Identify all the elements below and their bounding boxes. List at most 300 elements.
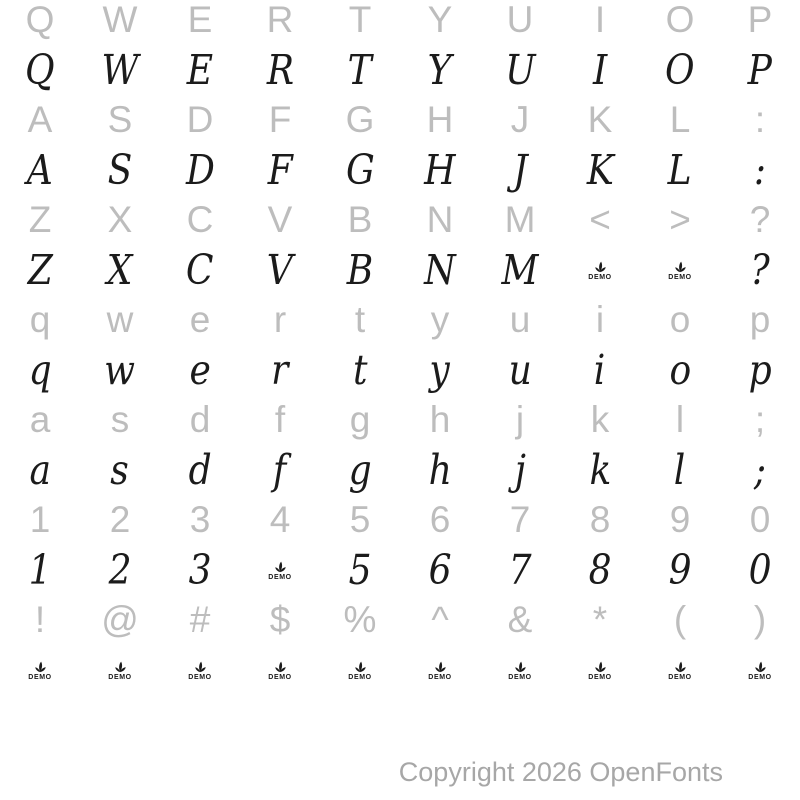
reference-glyph-cell [320,595,400,645]
demo-glyph-label: DEMO [668,674,692,681]
reference-glyph-cell [160,195,240,245]
glyph: 1 [29,499,51,540]
glyph: S [107,99,133,140]
glyph: ) [753,599,767,640]
reference-glyph-cell [0,95,80,145]
specimen-glyph-cell [720,45,800,95]
specimen-glyph-cell [160,245,240,295]
glyph: p [749,299,771,340]
glyph: a [29,446,51,494]
glyph: ! [34,599,46,640]
glyph: r [273,299,287,340]
specimen-glyph-cell [80,545,160,595]
reference-glyph-cell [80,195,160,245]
demo-glyph [588,659,611,681]
glyph: s [110,446,130,494]
glyph: L [669,99,691,140]
reference-glyph-cell [320,395,400,445]
specimen-glyph-cell [240,445,320,495]
specimen-glyph-cell [640,345,720,395]
fleuron-ornament-icon [29,659,51,673]
specimen-glyph-cell [640,445,720,495]
demo-placeholder-glyph [720,645,800,695]
specimen-glyph-cell [480,545,560,595]
reference-glyph-cell [0,195,80,245]
reference-glyph-row [0,195,800,245]
reference-glyph-cell [720,95,800,145]
glyph: V [266,246,294,294]
glyph: E [186,46,214,94]
glyph: Z [28,199,52,240]
glyph: 8 [589,499,611,540]
glyph: O [665,0,695,40]
specimen-glyph-cell [320,345,400,395]
glyph: 5 [349,499,371,540]
demo-placeholder-glyph [480,645,560,695]
fleuron-ornament-icon [269,559,291,573]
specimen-glyph-cell [720,245,800,295]
specimen-glyph-cell [320,245,400,295]
glyph: q [28,346,52,394]
glyph: u [509,299,531,340]
demo-glyph [268,659,291,681]
demo-placeholder-glyph [0,645,80,695]
glyph: Z [27,246,53,294]
glyph: 8 [588,546,612,594]
glyph: e [189,299,211,340]
reference-glyph-cell [560,95,640,145]
reference-glyph-cell [400,0,480,45]
glyph: l [675,399,685,440]
reference-glyph-cell [720,195,800,245]
demo-glyph [508,659,531,681]
reference-glyph-cell [480,0,560,45]
glyph: 6 [429,499,451,540]
reference-glyph-cell [240,495,320,545]
reference-glyph-cell [80,295,160,345]
reference-glyph-cell [240,0,320,45]
glyph: # [189,599,211,640]
specimen-glyph-cell [160,345,240,395]
specimen-glyph-row [0,345,800,395]
specimen-glyph-cell [400,145,480,195]
demo-placeholder-glyph [560,645,640,695]
glyph: u [508,346,532,394]
demo-glyph [108,659,131,681]
glyph: N [426,199,454,240]
glyph: j [515,399,525,440]
glyph: : [753,146,767,194]
glyph: B [347,199,373,240]
demo-placeholder-glyph [640,245,720,295]
specimen-glyph-cell [160,45,240,95]
glyph: W [101,46,139,94]
glyph: t [352,346,368,394]
glyph: % [343,599,377,640]
specimen-glyph-cell [80,445,160,495]
reference-glyph-cell [320,195,400,245]
specimen-glyph-cell [400,445,480,495]
glyph: ; [753,446,767,494]
glyph: 9 [668,546,692,594]
reference-glyph-cell [160,0,240,45]
demo-glyph-label: DEMO [28,674,52,681]
reference-glyph-row [0,495,800,545]
reference-glyph-cell [640,495,720,545]
reference-glyph-cell [400,595,480,645]
glyph: Q [25,0,55,40]
fleuron-ornament-icon [509,659,531,673]
specimen-glyph-cell [0,45,80,95]
reference-glyph-cell [400,495,480,545]
specimen-glyph-cell [0,445,80,495]
glyph: X [107,199,133,240]
fleuron-ornament-icon [589,259,611,273]
reference-glyph-cell [480,195,560,245]
fleuron-ornament-icon [749,659,771,673]
reference-glyph-cell [0,495,80,545]
reference-glyph-cell [160,295,240,345]
specimen-glyph-cell [80,245,160,295]
glyph: P [747,46,773,94]
reference-glyph-row [0,95,800,145]
reference-glyph-cell [560,395,640,445]
specimen-glyph-cell [400,245,480,295]
glyph: o [669,346,691,394]
glyph: h [429,399,451,440]
reference-glyph-cell [240,395,320,445]
glyph: J [512,146,528,194]
reference-glyph-cell [160,95,240,145]
demo-placeholder-glyph [160,645,240,695]
glyph: t [354,299,366,340]
reference-glyph-cell [240,295,320,345]
glyph: i [595,299,605,340]
glyph: 2 [109,499,131,540]
glyph: g [349,399,371,440]
reference-glyph-cell [720,395,800,445]
demo-glyph [348,659,371,681]
reference-glyph-cell [160,595,240,645]
specimen-glyph-row [0,145,800,195]
specimen-glyph-cell [640,145,720,195]
glyph: s [110,399,130,440]
reference-glyph-cell [480,95,560,145]
glyph: e [189,346,211,394]
specimen-glyph-cell [240,345,320,395]
reference-glyph-cell [80,495,160,545]
reference-glyph-cell [720,595,800,645]
specimen-glyph-cell [240,45,320,95]
demo-glyph-label: DEMO [508,674,532,681]
demo-placeholder-glyph [320,645,400,695]
glyph: D [186,99,214,140]
reference-glyph-cell [80,0,160,45]
glyph: 4 [269,499,291,540]
demo-placeholder-glyph [400,645,480,695]
demo-glyph-label: DEMO [588,674,612,681]
reference-glyph-cell [640,0,720,45]
specimen-glyph-cell [400,545,480,595]
glyph: U [504,46,536,94]
demo-placeholder-glyph [80,645,160,695]
demo-glyph-label: DEMO [348,674,372,681]
glyph: ^ [431,599,449,640]
reference-glyph-cell [560,495,640,545]
demo-glyph-label: DEMO [108,674,132,681]
specimen-glyph-cell [480,345,560,395]
glyph: & [507,599,533,640]
reference-glyph-cell [720,0,800,45]
reference-glyph-row [0,0,800,45]
specimen-glyph-cell [480,45,560,95]
reference-glyph-cell [0,295,80,345]
reference-glyph-cell [400,395,480,445]
specimen-glyph-cell [560,445,640,495]
glyph: a [29,399,51,440]
fleuron-ornament-icon [429,659,451,673]
glyph: I [592,46,608,94]
reference-glyph-cell [640,595,720,645]
glyph: K [586,146,614,194]
glyph: p [748,346,772,394]
glyph: @ [101,599,139,640]
glyph: N [424,246,456,294]
glyph: : [754,99,766,140]
specimen-glyph-cell [400,345,480,395]
specimen-glyph-cell [480,145,560,195]
demo-glyph-label: DEMO [268,674,292,681]
glyph: L [668,146,692,194]
glyph: i [594,346,606,394]
glyph: 7 [509,499,531,540]
glyph: G [345,146,375,194]
specimen-glyph-row [0,445,800,495]
specimen-glyph-cell [640,545,720,595]
specimen-glyph-cell [160,145,240,195]
reference-glyph-cell [720,295,800,345]
glyph: X [107,246,133,294]
specimen-glyph-cell [160,545,240,595]
glyph: V [267,199,293,240]
glyph: C [186,246,214,294]
glyph: 1 [28,546,52,594]
glyph: 0 [749,499,771,540]
glyph: T [348,0,372,40]
reference-glyph-cell [80,595,160,645]
fleuron-ornament-icon [269,659,291,673]
glyph: J [510,99,530,140]
reference-glyph-cell [400,95,480,145]
reference-glyph-cell [640,195,720,245]
reference-glyph-cell [80,95,160,145]
glyph: R [266,46,294,94]
demo-glyph [428,659,451,681]
glyph: 6 [428,546,452,594]
reference-glyph-cell [480,295,560,345]
specimen-glyph-cell [400,45,480,95]
glyph: G [345,99,375,140]
reference-glyph-cell [80,395,160,445]
glyph: y [429,346,451,394]
reference-glyph-cell [560,0,640,45]
specimen-glyph-cell [720,345,800,395]
specimen-glyph-cell [80,45,160,95]
specimen-glyph-cell [240,245,320,295]
glyph: T [347,46,373,94]
specimen-glyph-cell [560,45,640,95]
demo-placeholder-glyph [240,645,320,695]
specimen-glyph-cell [0,145,80,195]
specimen-glyph-cell [640,45,720,95]
reference-glyph-cell [640,395,720,445]
glyph: y [430,299,450,340]
reference-glyph-row [0,295,800,345]
glyph: A [27,99,53,140]
reference-glyph-cell [480,595,560,645]
glyph: I [594,0,606,40]
reference-glyph-cell [720,495,800,545]
demo-glyph [668,259,691,281]
reference-glyph-cell [400,195,480,245]
glyph: R [266,0,294,40]
reference-glyph-cell [560,295,640,345]
glyph: F [267,146,293,194]
glyph: r [271,346,289,394]
specimen-glyph-cell [320,145,400,195]
glyph: A [26,146,54,194]
specimen-glyph-row [0,245,800,295]
reference-glyph-cell [640,95,720,145]
fleuron-ornament-icon [189,659,211,673]
glyph: F [268,99,292,140]
glyph: w [106,299,134,340]
glyph: M [504,199,536,240]
glyph: 3 [188,546,212,594]
specimen-glyph-cell [80,345,160,395]
demo-glyph [28,659,51,681]
specimen-glyph-cell [480,445,560,495]
fleuron-ornament-icon [349,659,371,673]
glyph: C [186,199,214,240]
glyph: P [747,0,773,40]
reference-glyph-cell [160,495,240,545]
demo-glyph [748,659,771,681]
demo-glyph [588,259,611,281]
specimen-glyph-cell [0,545,80,595]
glyph: o [669,299,691,340]
glyph: H [424,146,456,194]
copyright-text: Copyright 2026 OpenFonts [398,757,723,787]
glyph: ? [750,246,770,294]
specimen-glyph-cell [160,445,240,495]
glyph: U [506,0,534,40]
reference-glyph-cell [240,195,320,245]
glyph: f [274,399,286,440]
specimen-glyph-cell [560,145,640,195]
reference-glyph-cell [0,0,80,45]
specimen-glyph-cell [720,545,800,595]
reference-glyph-cell [320,295,400,345]
specimen-glyph-cell [320,45,400,95]
glyph: Y [428,46,452,94]
demo-placeholder-glyph [240,545,320,595]
specimen-glyph-cell [720,145,800,195]
glyph: S [107,146,133,194]
glyph: l [674,446,686,494]
glyph: 5 [348,546,372,594]
reference-glyph-cell [400,295,480,345]
glyph: ; [754,399,766,440]
specimen-glyph-cell [480,245,560,295]
glyph: E [187,0,213,40]
glyph: 2 [108,546,132,594]
demo-glyph-label: DEMO [428,674,452,681]
demo-placeholder-glyph [560,245,640,295]
reference-glyph-cell [240,595,320,645]
glyph: < [589,199,611,240]
glyph: $ [269,599,291,640]
glyph: f [273,446,287,494]
glyph: 3 [189,499,211,540]
glyph: ( [673,599,687,640]
glyph: k [589,446,611,494]
specimen-glyph-cell [0,245,80,295]
glyph: 7 [508,546,532,594]
specimen-glyph-row [0,545,800,595]
glyph: W [102,0,138,40]
specimen-glyph-cell [560,345,640,395]
glyph: 0 [748,546,772,594]
specimen-glyph-cell [320,545,400,595]
reference-glyph-cell [0,595,80,645]
reference-glyph-cell [0,395,80,445]
reference-glyph-cell [480,395,560,445]
specimen-glyph-cell [320,445,400,495]
glyph: k [590,399,610,440]
demo-glyph [188,659,211,681]
glyph: Q [25,46,55,94]
reference-glyph-cell [560,595,640,645]
reference-glyph-cell [320,0,400,45]
glyph: Y [427,0,453,40]
glyph: d [188,446,212,494]
demo-glyph-label: DEMO [668,274,692,281]
glyph: M [501,246,539,294]
demo-glyph [668,659,691,681]
glyph: K [587,99,613,140]
fleuron-ornament-icon [669,259,691,273]
specimen-glyph-cell [720,445,800,495]
glyph: g [348,446,372,494]
reference-glyph-row [0,395,800,445]
glyph: q [29,299,51,340]
glyph: w [104,346,136,394]
reference-glyph-cell [160,395,240,445]
reference-glyph-cell [560,195,640,245]
specimen-glyph-cell [240,145,320,195]
glyph: O [665,46,695,94]
fleuron-ornament-icon [109,659,131,673]
glyph: 9 [669,499,691,540]
reference-glyph-cell [240,95,320,145]
fleuron-ornament-icon [589,659,611,673]
glyph: > [669,199,691,240]
specimen-glyph-row [0,45,800,95]
demo-glyph-label: DEMO [748,674,772,681]
specimen-glyph-cell [0,345,80,395]
reference-glyph-row [0,595,800,645]
